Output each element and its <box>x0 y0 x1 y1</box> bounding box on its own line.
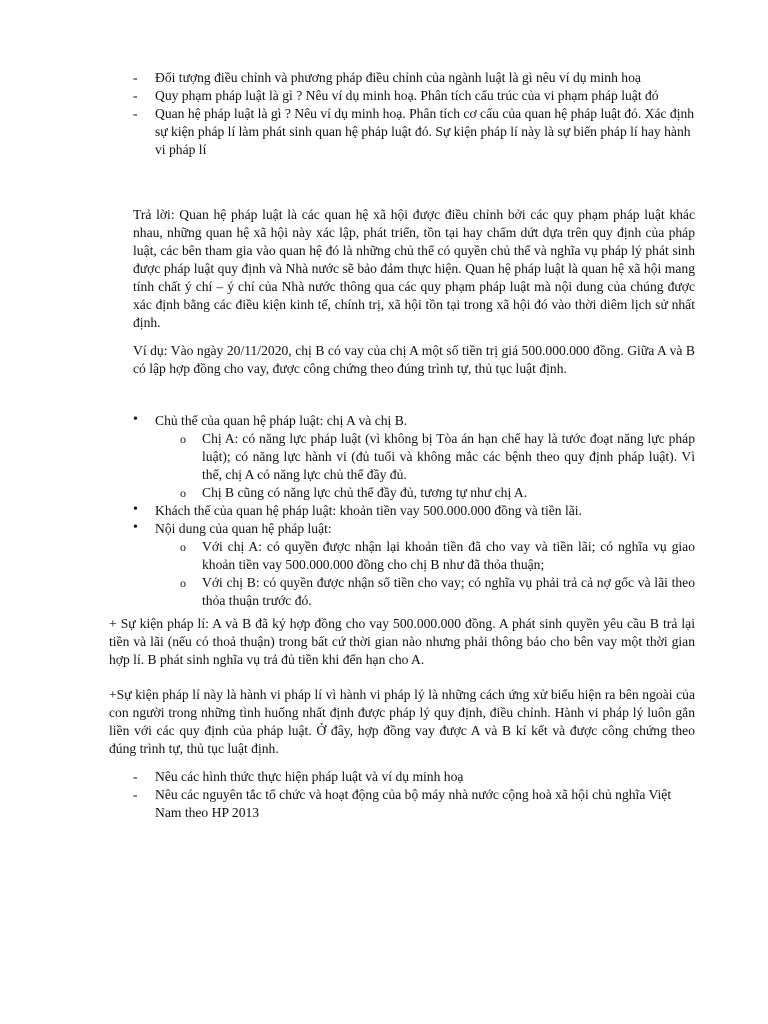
dash-marker: - <box>133 106 138 121</box>
sub-marker: o <box>180 432 186 446</box>
question-item <box>0 69 695 87</box>
bullet-marker: • <box>133 412 138 427</box>
bullet-marker: • <box>133 502 138 517</box>
question-text: Đối tượng điều chỉnh và phương pháp điều chỉnh của ngành luật là gì nêu ví dụ minh hoạ <box>155 70 641 85</box>
dash-marker: - <box>133 88 138 103</box>
content-sublist <box>155 538 695 610</box>
sub-text: Với chị B: có quyền được nhận số tiền cho vay; có nghĩa vụ phải trả cả nợ gốc và lãi theo thỏa thuận trước đó. <box>202 575 695 608</box>
question-list-bottom <box>0 768 695 822</box>
question-text: Nêu các hình thức thực hiện pháp luật và ví dụ minh hoạ <box>155 769 464 784</box>
sub-item <box>155 430 695 484</box>
bullet-marker: • <box>133 520 138 535</box>
subject-item <box>0 412 695 502</box>
question-text: Quan hệ pháp luật là gì ? Nêu ví dụ minh hoạ. Phân tích cơ cấu của quan hệ pháp luật đó. Xác định sự kiện pháp lí làm phát sinh quan hệ pháp luật đó. Sự kiện pháp lí này là sự biến pháp lí hay hành vi pháp lí <box>155 106 695 157</box>
question-text: Nêu các nguyên tắc tổ chức và hoạt động của bộ máy nhà nước cộng hoà xã hội chủ nghĩa Việt Nam theo HP 2013 <box>155 787 672 820</box>
dash-marker: - <box>133 769 138 784</box>
question-text: Quy phạm pháp luật là gì ? Nêu ví dụ minh hoạ. Phân tích cấu trúc của vi phạm pháp luật đó <box>155 88 659 103</box>
content-item <box>0 520 695 610</box>
relation-analysis-list <box>0 412 695 610</box>
question-item <box>0 768 695 786</box>
sub-item <box>155 538 695 574</box>
sub-item <box>155 484 695 502</box>
subject-sublist <box>155 430 695 502</box>
dash-marker: - <box>133 787 138 802</box>
legal-act-paragraph: +Sự kiện pháp lí này là hành vi pháp lí vì hành vi pháp lý là những cách ứng xử biểu hiện ra bên ngoài của con người trong những tình huống nhất định được pháp lý quy định, điều chỉnh. Hành vi pháp lý luôn gắn liền với các quy định của pháp luật. Ở đây, hợp đồng vay được A và B kí kết và được công chứng theo đúng trình tự, thủ tục luật định. <box>109 687 695 756</box>
sub-text: Chị A: có năng lực pháp luật (vì không bị Tòa án hạn chế hay là tước đoạt năng lực pháp luật); có năng lực hành vi (đủ tuổi và không mắc các bệnh theo quy định pháp luật). Vì thế, chị A có năng lực chủ thể đầy đủ. <box>202 431 695 482</box>
question-item <box>0 87 695 105</box>
sub-marker: o <box>180 486 186 500</box>
object-label: Khách thể của quan hệ pháp luật: khoản tiền vay 500.000.000 đồng và tiền lãi. <box>155 503 582 518</box>
sub-marker: o <box>180 540 186 554</box>
sub-text: Chị B cũng có năng lực chủ thể đầy đủ, tương tự như chị A. <box>202 485 528 500</box>
example-paragraph: Ví dụ: Vào ngày 20/11/2020, chị B có vay của chị A một số tiền trị giá 500.000.000 đồng. Giữa A và B có lập hợp đồng cho vay, được công chứng theo đúng trình tự, thủ tục luật định. <box>133 343 695 376</box>
question-list-top <box>0 69 695 159</box>
subject-label: Chủ thể của quan hệ pháp luật: chị A và chị B. <box>155 413 408 428</box>
dash-marker: - <box>133 70 138 85</box>
question-item <box>0 105 695 159</box>
sub-item <box>155 574 695 610</box>
content-label: Nội dung của quan hệ pháp luật: <box>155 521 332 536</box>
sub-marker: o <box>180 576 186 590</box>
legal-event-paragraph: + Sự kiện pháp lí: A và B đã ký hợp đồng cho vay 500.000.000 đồng. A phát sinh quyền yêu cầu B trả lại tiền và lãi (nếu có thoả thuận) trong bất cứ thời gian nào nhưng phải thông báo cho bên vay một thời gian hợp lí. B phát sinh nghĩa vụ trả đủ tiền khi đến hạn cho A. <box>109 616 695 667</box>
object-item <box>0 502 695 520</box>
question-item <box>0 786 695 822</box>
answer-paragraph: Trả lời: Quan hệ pháp luật là các quan hệ xã hội được điều chỉnh bởi các quy phạm pháp luật khác nhau, những quan hệ xã hội này xác lập, phát triển, tồn tại hay chấm dứt dựa trên quy định của pháp luật, các bên tham gia vào quan hệ đó là những chủ thể có quyền chủ thể và nghĩa vụ pháp lý phát sinh được pháp luật quy định và Nhà nước sẽ bảo đảm thực hiện. Quan hệ pháp luật là quan hệ xã hội mang tính chất ý chí – ý chí của Nhà nước thông qua các quy phạm pháp luật mà nội dung của chúng được xác định bằng các điều kiện kinh tế, chính trị, xã hội tồn tại trong xã hội đó vào thời diêm lịch sử nhất định. <box>133 207 695 330</box>
sub-text: Với chị A: có quyền được nhận lại khoản tiền đã cho vay và tiền lãi; có nghĩa vụ giao khoản tiền vay 500.000.000 đồng cho chị B như đã thỏa thuận; <box>202 539 695 572</box>
